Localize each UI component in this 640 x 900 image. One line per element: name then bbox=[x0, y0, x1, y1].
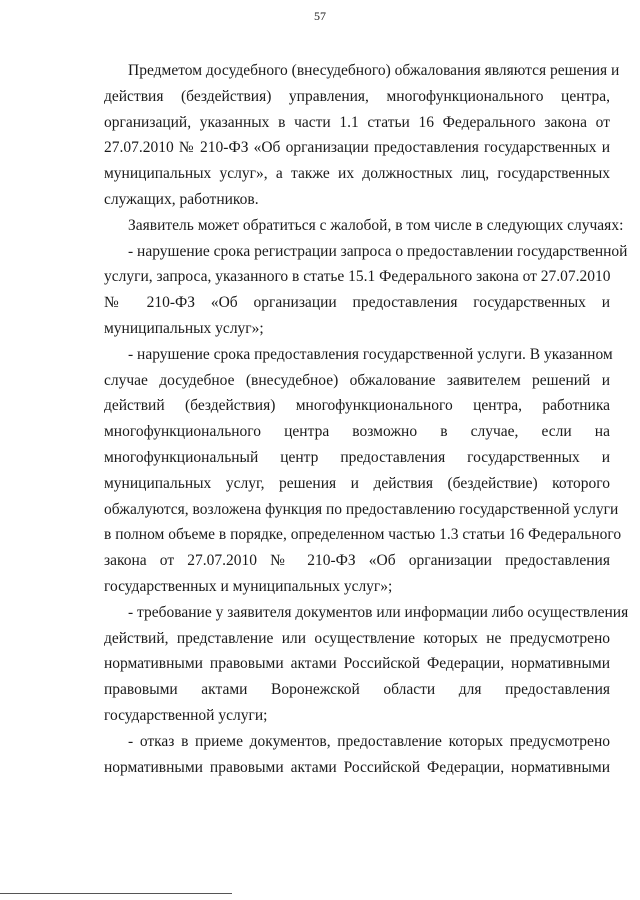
text-line: государственных и муниципальных услуг»; bbox=[104, 577, 393, 595]
text-line: Заявитель может обратиться с жалобой, в том числе в следующих случаях: bbox=[128, 216, 624, 234]
document-body bbox=[104, 58, 629, 780]
text-line: муниципальных услуг»; bbox=[104, 319, 264, 337]
text-line: организаций, указанных в части 1.1 статьи 16 Федерального закона от bbox=[104, 113, 610, 131]
text-line: № 210-ФЗ «Об организации предоставления государственных и bbox=[104, 294, 610, 312]
text-line: 27.07.2010 № 210-ФЗ «Об организации предоставления государственных и bbox=[104, 139, 610, 157]
text-line: в полном объеме в порядке, определенном частью 1.3 статьи 16 Федерального bbox=[104, 526, 622, 544]
text-line: нормативными правовыми актами Российской Федерации, нормативными bbox=[104, 758, 610, 776]
text-line: случае досудебное (внесудебное) обжалование заявителем решений и bbox=[104, 371, 610, 389]
text-line: правовыми актами Воронежской области для предоставления bbox=[104, 681, 610, 699]
text-line: нормативными правовыми актами Российской Федерации, нормативными bbox=[104, 655, 610, 673]
text-line: - нарушение срока предоставления государственной услуги. В указанном bbox=[128, 345, 613, 363]
text-line: обжалуются, возложена функция по предоставлению государственной услуги bbox=[104, 500, 619, 518]
text-line: служащих, работников. bbox=[104, 190, 259, 208]
text-line: действий (бездействия) многофункционального центра, работника bbox=[104, 397, 610, 415]
text-line: муниципальных услуг, решения и действия (бездействие) которого bbox=[104, 474, 610, 492]
text-line: - отказ в приеме документов, предоставление которых предусмотрено bbox=[128, 732, 610, 750]
text-line: многофункционального центра возможно в случае, если на bbox=[104, 423, 610, 441]
text-line: многофункциональный центр предоставления государственных и bbox=[104, 448, 610, 466]
text-line: муниципальных услуг», а также их должностных лиц, государственных bbox=[104, 165, 610, 183]
text-line: услуги, запроса, указанного в статье 15.1 Федерального закона от 27.07.2010 bbox=[104, 268, 611, 286]
text-line: закона от 27.07.2010 № 210-ФЗ «Об организации предоставления bbox=[104, 552, 610, 570]
text-line: государственной услуги; bbox=[104, 706, 268, 724]
text-line: Предметом досудебного (внесудебного) обжалования являются решения и bbox=[128, 62, 620, 79]
page-number: 57 bbox=[314, 9, 326, 23]
text-line: действия (бездействия) управления, многофункционального центра, bbox=[104, 87, 610, 105]
footer-rule bbox=[0, 893, 232, 894]
text-line: действий, представление или осуществление которых не предусмотрено bbox=[104, 629, 610, 647]
text-line: - нарушение срока регистрации запроса о предоставлении государственной bbox=[128, 242, 628, 260]
text-line: - требование у заявителя документов или информации либо осуществления bbox=[128, 603, 629, 621]
